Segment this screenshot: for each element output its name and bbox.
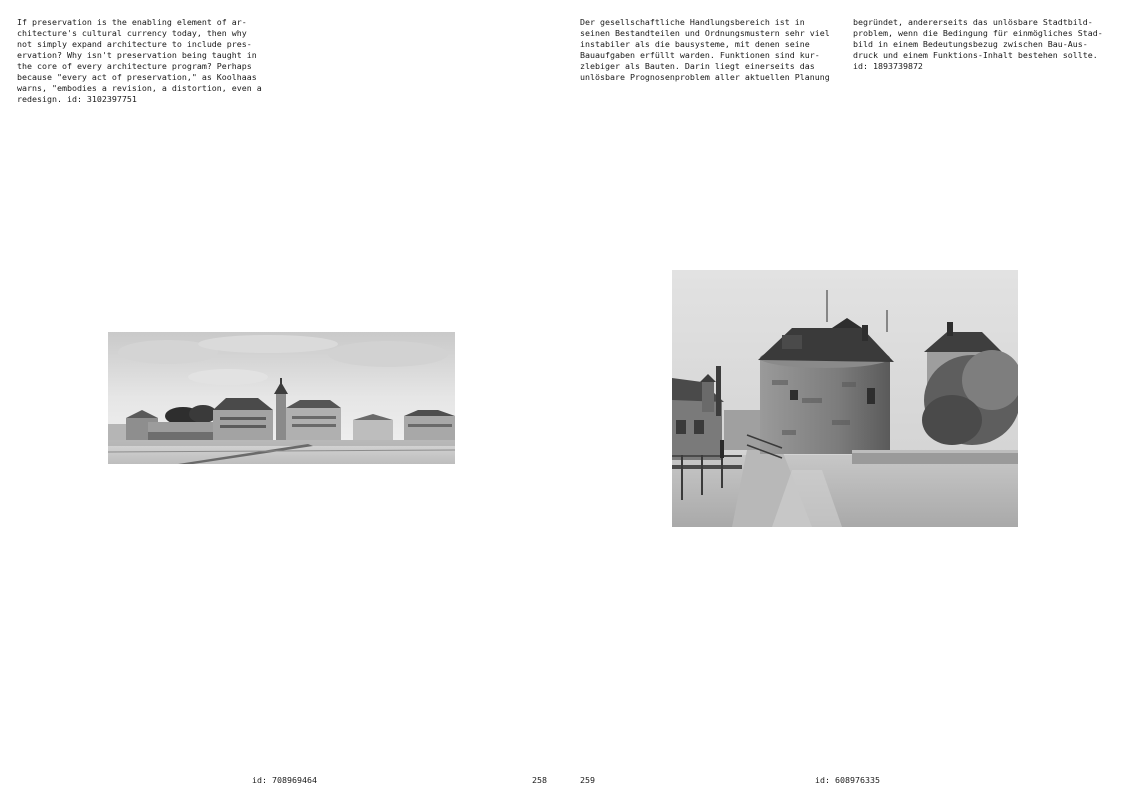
left-page [0, 0, 563, 797]
panorama-photo [108, 332, 455, 464]
left-body-text: If preservation is the enabling element of ar- chitecture's cultural currency today, then why not simply expand architecture to include pres- ervation? Why isn't preservation being taught in the core of every architecture program? Perhaps because "every act of preservation," as Koolhaas warns, "embodies a revision, a distortion, even a redesign. id: 3102397751 [17, 17, 262, 104]
right-page [564, 0, 1127, 797]
left-footer-id: id: 708969464 [252, 775, 317, 785]
right-page-number: 259 [580, 775, 595, 785]
right-body-text-column-2: begründet, andererseits das unlösbare Stadtbild- problem, wenn die Bedingung für einmögliches Stad- bild in einem Bedeutungsbezug zwischen Bau-Aus- druck und einem Funktions-Inhalt bestehen sollte. id: 1893739872 [853, 17, 1103, 71]
street-tower-photo [672, 270, 1018, 527]
right-footer-id: id: 608976335 [815, 775, 880, 785]
right-body-text-column-1: Der gesellschaftliche Handlungsbereich ist in seinen Bestandteilen und Ordnungsmustern sehr viel instabiler als die bausysteme, mit denen seine Bauaufgaben erfüllt warden. Funktionen sind kur- zlebiger als Bauten. Darin liegt einerseits das unlösbare Prognosenproblem aller aktuellen Planung [580, 17, 830, 82]
left-page-number: 258 [532, 775, 547, 785]
